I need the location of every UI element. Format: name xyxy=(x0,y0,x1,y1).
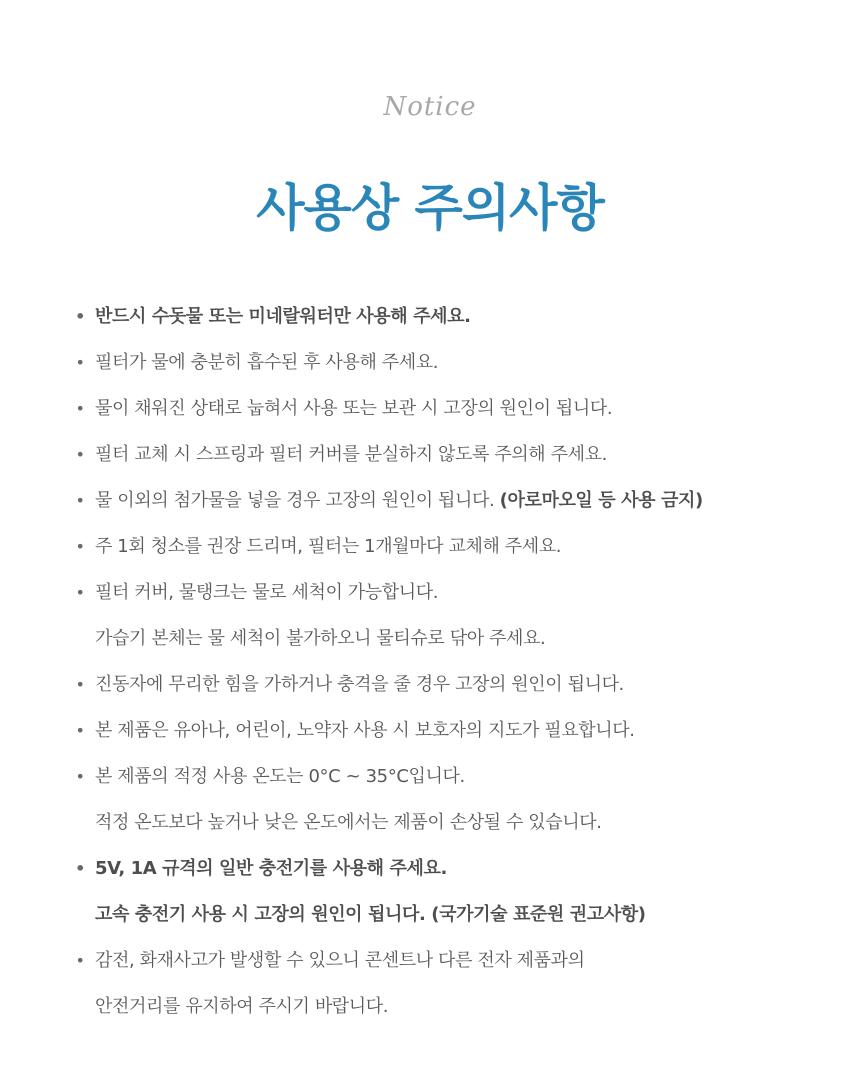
notice-line xyxy=(0,346,860,392)
notice-line xyxy=(0,530,860,576)
bullet-dot: • xyxy=(75,307,85,326)
notice-text: 필터 커버, 물탱크는 물로 세척이 가능합니다. xyxy=(95,582,439,603)
notice-line xyxy=(0,668,860,714)
notice-text: 적정 온도보다 높거나 낮은 온도에서는 제품이 손상될 수 있습니다. xyxy=(95,812,602,833)
notice-emphasis: (아로마오일 등 사용 금지) xyxy=(499,490,703,511)
notice-text: 필터가 물에 충분히 흡수된 후 사용해 주세요. xyxy=(95,352,439,373)
notice-list xyxy=(0,300,860,1036)
notice-text: 진동자에 무리한 힘을 가하거나 충격을 줄 경우 고장의 원인이 됩니다. xyxy=(95,674,624,695)
bullet-dot: • xyxy=(75,675,85,694)
notice-text: 5V, 1A 규격의 일반 충전기를 사용해 주세요. xyxy=(95,858,447,879)
notice-text: 본 제품은 유아나, 어린이, 노약자 사용 시 보호자의 지도가 필요합니다. xyxy=(95,720,635,741)
notice-line xyxy=(0,622,860,668)
notice-text: 주 1회 청소를 권장 드리며, 필터는 1개월마다 교체해 주세요. xyxy=(95,536,562,557)
notice-line xyxy=(0,852,860,898)
notice-line xyxy=(0,300,860,346)
notice-script-title: Notice xyxy=(383,92,477,122)
bullet-dot: • xyxy=(75,859,85,878)
notice-line xyxy=(0,714,860,760)
page-title: 사용상 주의사항 xyxy=(256,179,604,237)
notice-line xyxy=(0,806,860,852)
bullet-dot: • xyxy=(75,353,85,372)
notice-text: 고속 충전기 사용 시 고장의 원인이 됩니다. (국가기술 표준원 권고사항) xyxy=(95,904,646,925)
notice-line xyxy=(0,760,860,806)
notice-line xyxy=(0,576,860,622)
notice-text: 물이 채워진 상태로 눕혀서 사용 또는 보관 시 고장의 원인이 됩니다. xyxy=(95,398,613,419)
notice-text: 감전, 화재사고가 발생할 수 있으니 콘센트나 다른 전자 제품과의 xyxy=(95,950,585,971)
notice-line xyxy=(0,392,860,438)
notice-text: 안전거리를 유지하여 주시기 바랍니다. xyxy=(95,996,389,1017)
notice-line xyxy=(0,898,860,944)
bullet-dot: • xyxy=(75,399,85,418)
notice-line xyxy=(0,484,860,530)
bullet-dot: • xyxy=(75,951,85,970)
bullet-dot: • xyxy=(75,537,85,556)
notice-text: 물 이외의 첨가물을 넣을 경우 고장의 원인이 됩니다. xyxy=(95,490,500,511)
notice-text: 반드시 수돗물 또는 미네랄워터만 사용해 주세요. xyxy=(95,306,471,327)
notice-text: 가습기 본체는 물 세척이 불가하오니 물티슈로 닦아 주세요. xyxy=(95,628,546,649)
bullet-dot: • xyxy=(75,583,85,602)
notice-line xyxy=(0,944,860,990)
bullet-dot: • xyxy=(75,767,85,786)
notice-line xyxy=(0,990,860,1036)
bullet-dot: • xyxy=(75,445,85,464)
notice-text: 필터 교체 시 스프링과 필터 커버를 분실하지 않도록 주의해 주세요. xyxy=(95,444,607,465)
notice-line xyxy=(0,438,860,484)
bullet-dot: • xyxy=(75,491,85,510)
bullet-dot: • xyxy=(75,721,85,740)
notice-text: 본 제품의 적정 사용 온도는 0°C ~ 35°C입니다. xyxy=(95,766,465,787)
